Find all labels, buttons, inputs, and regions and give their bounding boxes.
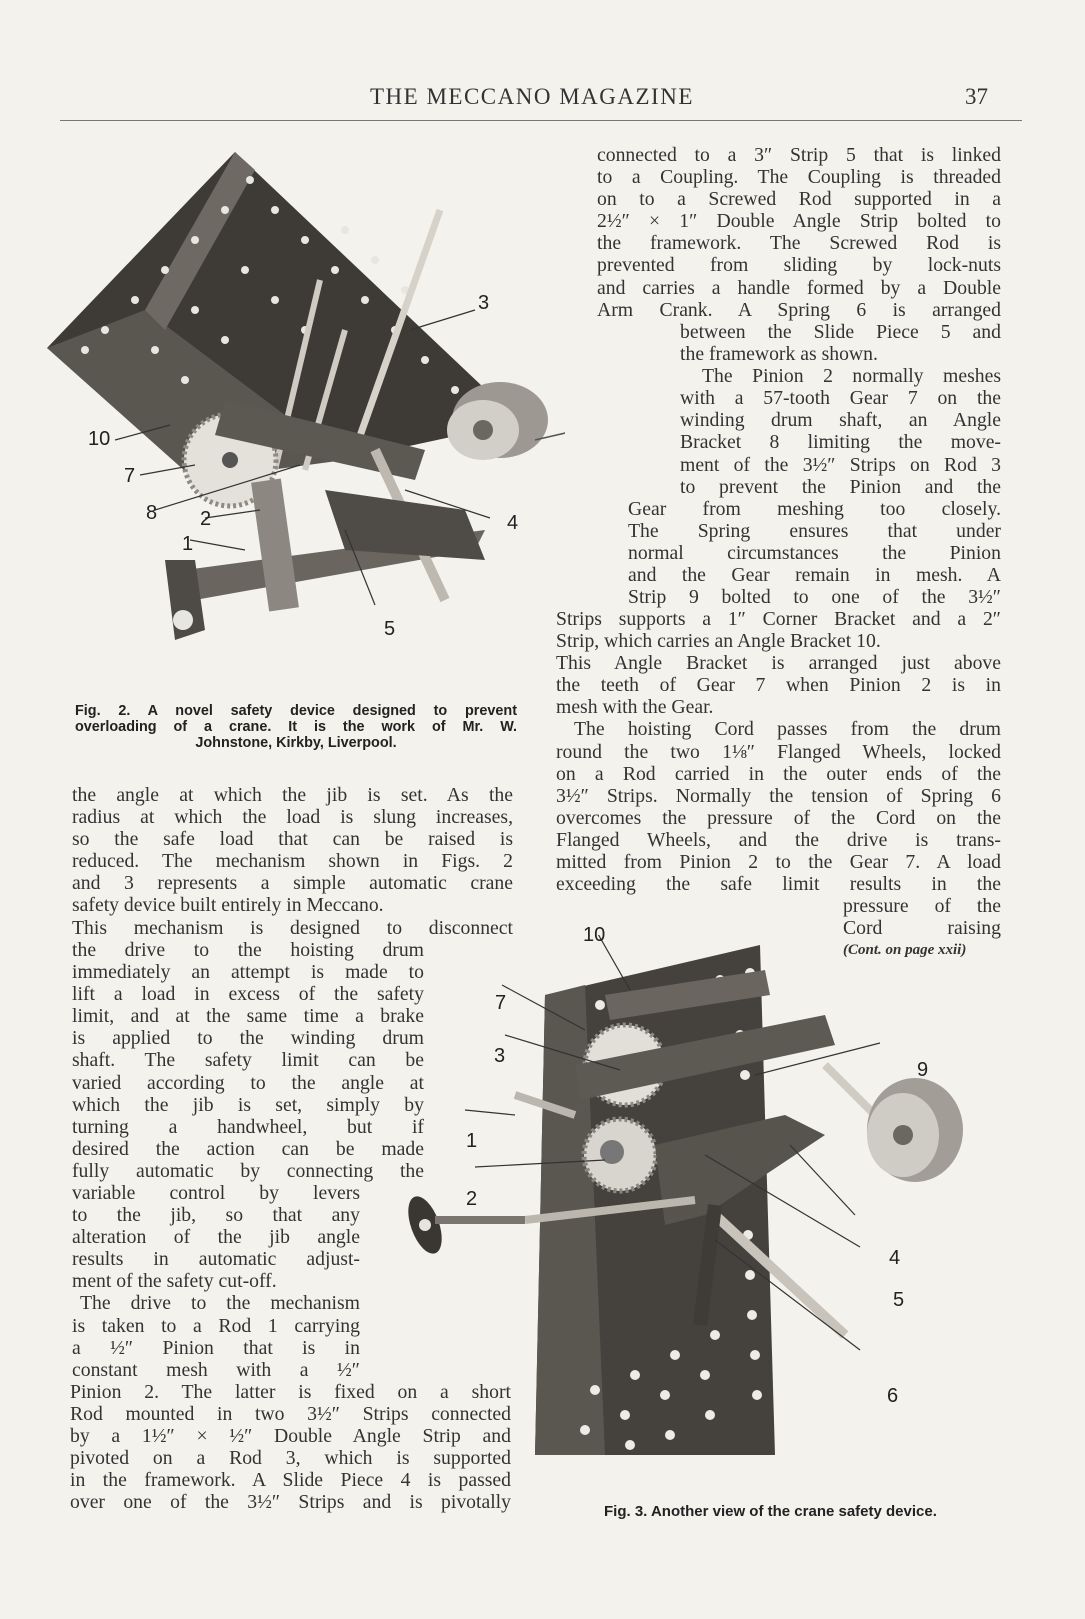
text-line: by a 1½″ × ½″ Double Angle Strip and (70, 1425, 511, 1448)
text-line: with a 57-tooth Gear 7 on the (680, 387, 1001, 410)
text-line: on to a Screwed Rod supported in a (597, 188, 1001, 211)
fig3-photo (405, 935, 1005, 1470)
text-line: prevented from sliding by lock-nuts (597, 254, 1001, 277)
text-line: Pinion 2. The latter is fixed on a short (70, 1381, 511, 1403)
text-line: between the Slide Piece 5 and (680, 321, 1001, 343)
text-line: fully automatic by connecting the (72, 1159, 424, 1182)
right-mid-text (628, 498, 1001, 608)
text-line: Rod mounted in two 3½″ Strips connected (70, 1403, 511, 1426)
text-line: in the framework. A Slide Piece 4 is passed (70, 1469, 511, 1492)
text-line: Bracket 8 limiting the move- (680, 431, 1001, 454)
text-line: and the Gear remain in mesh. A (628, 564, 1001, 587)
text-line: turning a handwheel, but if (72, 1115, 424, 1138)
fig3-callout-7: 7 (495, 992, 507, 1014)
right-tail-text (843, 895, 1001, 939)
text-line: results in automatic adjust- (72, 1248, 360, 1271)
text-line: connected to a 3″ Strip 5 that is linked (597, 144, 1001, 166)
magazine-title: THE MECCANO MAGAZINE (370, 84, 694, 109)
text-line: 3½″ Strips. Normally the tension of Spring 6 (556, 784, 1001, 807)
text-line: which the jib is set, simply by (72, 1093, 424, 1116)
text-line: the angle at which the jib is set. As the (72, 784, 513, 806)
text-line: Cord raising (843, 917, 1001, 940)
fig2-callout-3: 3 (478, 292, 490, 314)
fig3-illustration (405, 935, 1005, 1470)
fig2-photo (45, 150, 565, 670)
fig3-callout-3: 3 (494, 1045, 506, 1067)
text-line: overcomes the pressure of the Cord on the (556, 806, 1001, 829)
text-line: desired the action can be made (72, 1137, 424, 1160)
fig3-callout-1: 1 (466, 1130, 478, 1152)
text-line: The hoisting Cord passes from the drum (574, 718, 1001, 741)
fig2-callout-10: 10 (88, 428, 111, 450)
text-line: pressure of the (843, 895, 1001, 917)
fig2-callout-1: 1 (182, 533, 194, 555)
fig3-callout-6: 6 (887, 1385, 899, 1407)
text-line: This mechanism is designed to disconnect (72, 916, 513, 939)
fig2-callout-5: 5 (384, 618, 396, 640)
text-line: the framework as shown. (680, 343, 878, 366)
right-full-text (556, 608, 1001, 895)
text-line: round the two 1⅛″ Flanged Wheels, locked (556, 740, 1001, 763)
text-line: on a Rod carried in the outer ends of the (556, 762, 1001, 785)
text-line: a ½″ Pinion that is in (72, 1336, 360, 1359)
text-line: constant mesh with a ½″ (72, 1358, 360, 1381)
fig3-callout-2: 2 (466, 1188, 478, 1210)
text-line: ment of the 3½″ Strips on Rod 3 (680, 453, 1001, 476)
text-line: varied according to the angle at (72, 1071, 424, 1094)
text-line: limit, and at the same time a brake (72, 1005, 424, 1028)
text-line: Strips supports a 1″ Corner Bracket and a 2″ (556, 608, 1001, 630)
text-line: Flanged Wheels, and the drive is trans- (556, 828, 1001, 851)
text-line: The drive to the mechanism (80, 1292, 360, 1315)
text-line: Strip, which carries an Angle Bracket 10. (556, 630, 881, 653)
text-line: normal circumstances the Pinion (628, 542, 1001, 565)
fig3-callout-9: 9 (917, 1059, 929, 1081)
text-line: to prevent the Pinion and the (680, 475, 1001, 498)
page-header (60, 84, 1025, 120)
page-number: 37 (965, 84, 988, 109)
text-line: alteration of the jib angle (72, 1226, 360, 1249)
text-line: 2½″ × 1″ Double Angle Strip bolted to (597, 210, 1001, 233)
text-line: over one of the 3½″ Strips and is pivotally (70, 1491, 511, 1514)
text-line: reduced. The mechanism shown in Figs. 2 (72, 850, 513, 873)
fig2-callout-2: 2 (200, 508, 212, 530)
text-line: is taken to a Rod 1 carrying (72, 1314, 360, 1337)
text-line: variable control by levers (72, 1182, 360, 1204)
header-rule (60, 120, 1022, 121)
fig2-caption-line: Johnstone, Kirkby, Liverpool. (195, 735, 397, 751)
fig2-caption-line: overloading of a crane. It is the work of Mr. W. (75, 719, 517, 735)
text-line: the framework. The Screwed Rod is (597, 232, 1001, 255)
text-line: so the safe load that can be raised is (72, 828, 513, 851)
text-line: radius at which the load is slung increases, (72, 806, 513, 829)
text-line: winding drum shaft, an Angle (680, 409, 1001, 432)
fig3-caption: Fig. 3. Another view of the crane safety device. (604, 1503, 937, 1520)
text-line: and carries a handle formed by a Double (597, 276, 1001, 299)
fig3-callout-5: 5 (893, 1289, 905, 1311)
text-line: the drive to the hoisting drum (72, 939, 424, 961)
text-line: Gear from meshing too closely. (628, 498, 1001, 520)
left-narrow-text (72, 939, 424, 1182)
text-line: ment of the safety cut-off. (72, 1270, 277, 1293)
text-line: immediately an attempt is made to (72, 961, 424, 984)
text-line: pivoted on a Rod 3, which is supported (70, 1447, 511, 1470)
text-line: to a Coupling. The Coupling is threaded (597, 166, 1001, 189)
text-line: mesh with the Gear. (556, 696, 714, 719)
fig2-caption-line: Fig. 2. A novel safety device designed to prevent (75, 703, 517, 719)
text-line: Strip 9 bolted to one of the 3½″ (628, 586, 1001, 609)
right-top-text (597, 144, 1001, 321)
left-narrower-text (72, 1182, 360, 1381)
text-line: The Pinion 2 normally meshes (702, 365, 1001, 388)
text-line: safety device built entirely in Meccano. (72, 894, 384, 917)
fig2-caption (75, 703, 517, 751)
left-full-text (72, 784, 513, 939)
text-line: and 3 represents a simple automatic crane (72, 872, 513, 895)
text-line: mitted from Pinion 2 to the Gear 7. A load (556, 851, 1001, 874)
fig2-callout-8: 8 (146, 502, 158, 524)
text-line: shaft. The safety limit can be (72, 1049, 424, 1072)
fig2-illustration (45, 150, 565, 670)
text-line: the teeth of Gear 7 when Pinion 2 is in (556, 674, 1001, 697)
text-line: exceeding the safe limit results in the (556, 873, 1001, 896)
text-line: is applied to the winding drum (72, 1027, 424, 1050)
text-line: This Angle Bracket is arranged just above (556, 652, 1001, 675)
text-line: lift a load in excess of the safety (72, 983, 424, 1006)
fig3-callout-10: 10 (583, 924, 606, 946)
continued-note: (Cont. on page xxii) (843, 942, 967, 958)
text-line: The Spring ensures that under (628, 520, 1001, 543)
fig3-callout-4: 4 (889, 1247, 901, 1269)
fig2-callout-7: 7 (124, 465, 136, 487)
right-narrow-text (680, 321, 1001, 498)
text-line: Arm Crank. A Spring 6 is arranged (597, 298, 1001, 321)
fig2-callout-4: 4 (507, 512, 519, 534)
text-line: to the jib, so that any (72, 1204, 360, 1227)
